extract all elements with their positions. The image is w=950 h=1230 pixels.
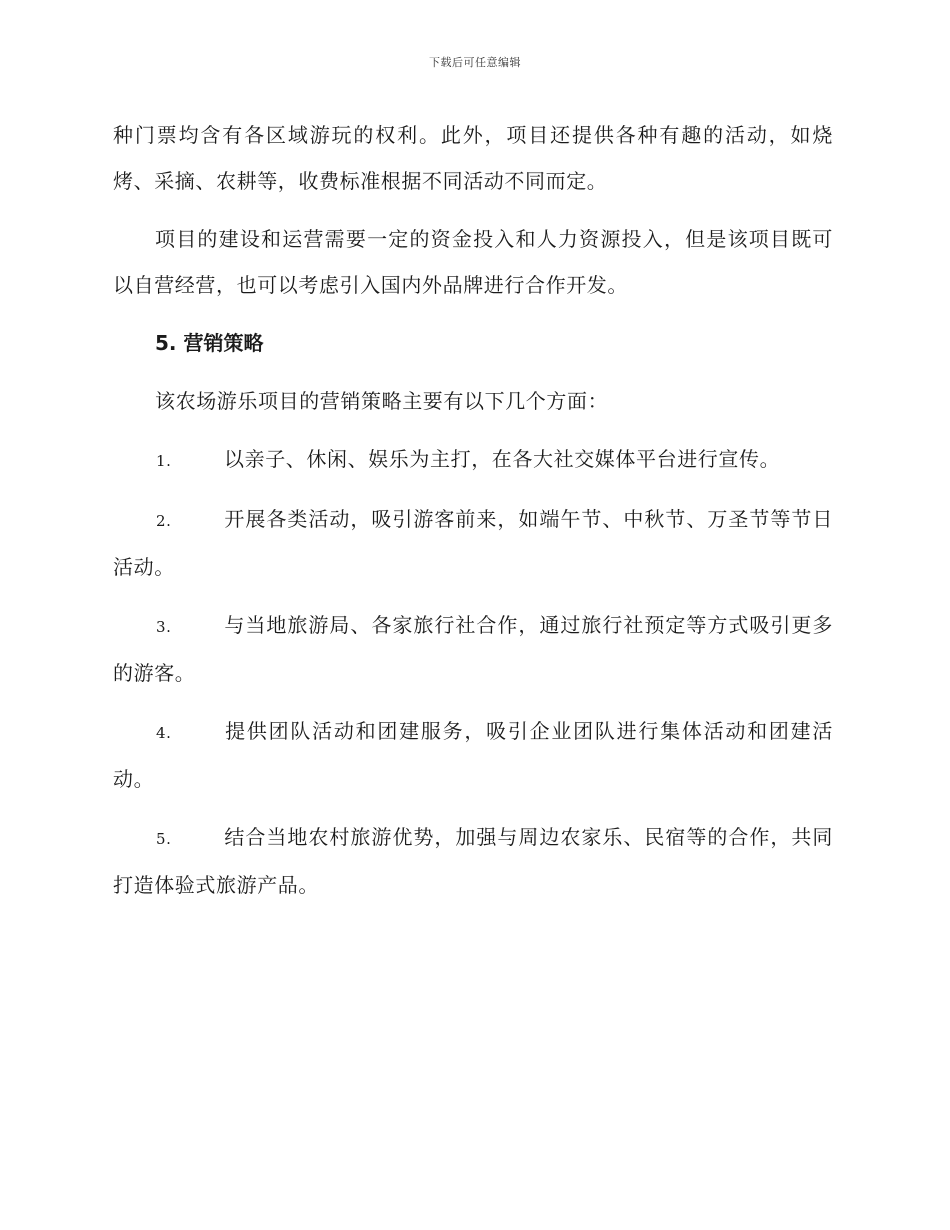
section-heading: 5. 营销策略 — [155, 331, 264, 355]
header-note: 下载后可任意编辑 — [429, 56, 521, 69]
list-item-1 — [113, 436, 833, 484]
list-number: 2. — [156, 512, 172, 530]
list-text: 提供团队活动和团建服务，吸引企业团队进行集体活动和团建活动。 — [113, 719, 833, 791]
list-text: 与当地旅游局、各家旅行社合作，通过旅行社预定等方式吸引更多的游客。 — [113, 613, 833, 685]
list-item-3 — [113, 602, 833, 696]
paragraph-continuation: 种门票均含有各区域游玩的权利。此外，项目还提供各种有趣的活动，如烧烤、采摘、农耕等，收费标准根据不同活动不同而定。 — [113, 123, 833, 193]
list-number: 4. — [156, 724, 172, 742]
list-number: 5. — [156, 830, 172, 848]
list-item-5 — [113, 814, 833, 908]
list-text: 结合当地农村旅游优势，加强与周边农家乐、民宿等的合作，共同打造体验式旅游产品。 — [113, 825, 833, 897]
document-body — [113, 112, 833, 920]
list-number: 1. — [156, 452, 172, 470]
list-text: 开展各类活动，吸引游客前来，如端午节、中秋节、万圣节等节日活动。 — [113, 507, 833, 579]
list-item-2 — [113, 496, 833, 590]
section-intro: 该农场游乐项目的营销策略主要有以下几个方面： — [155, 389, 609, 413]
list-text: 以亲子、休闲、娱乐为主打，在各大社交媒体平台进行宣传。 — [224, 447, 781, 471]
paragraph-investment: 项目的建设和运营需要一定的资金投入和人力资源投入，但是该项目既可以自营经营，也可以考虑引入国内外品牌进行合作开发。 — [113, 227, 833, 297]
list-item-4 — [113, 708, 833, 802]
list-number: 3. — [156, 618, 172, 636]
